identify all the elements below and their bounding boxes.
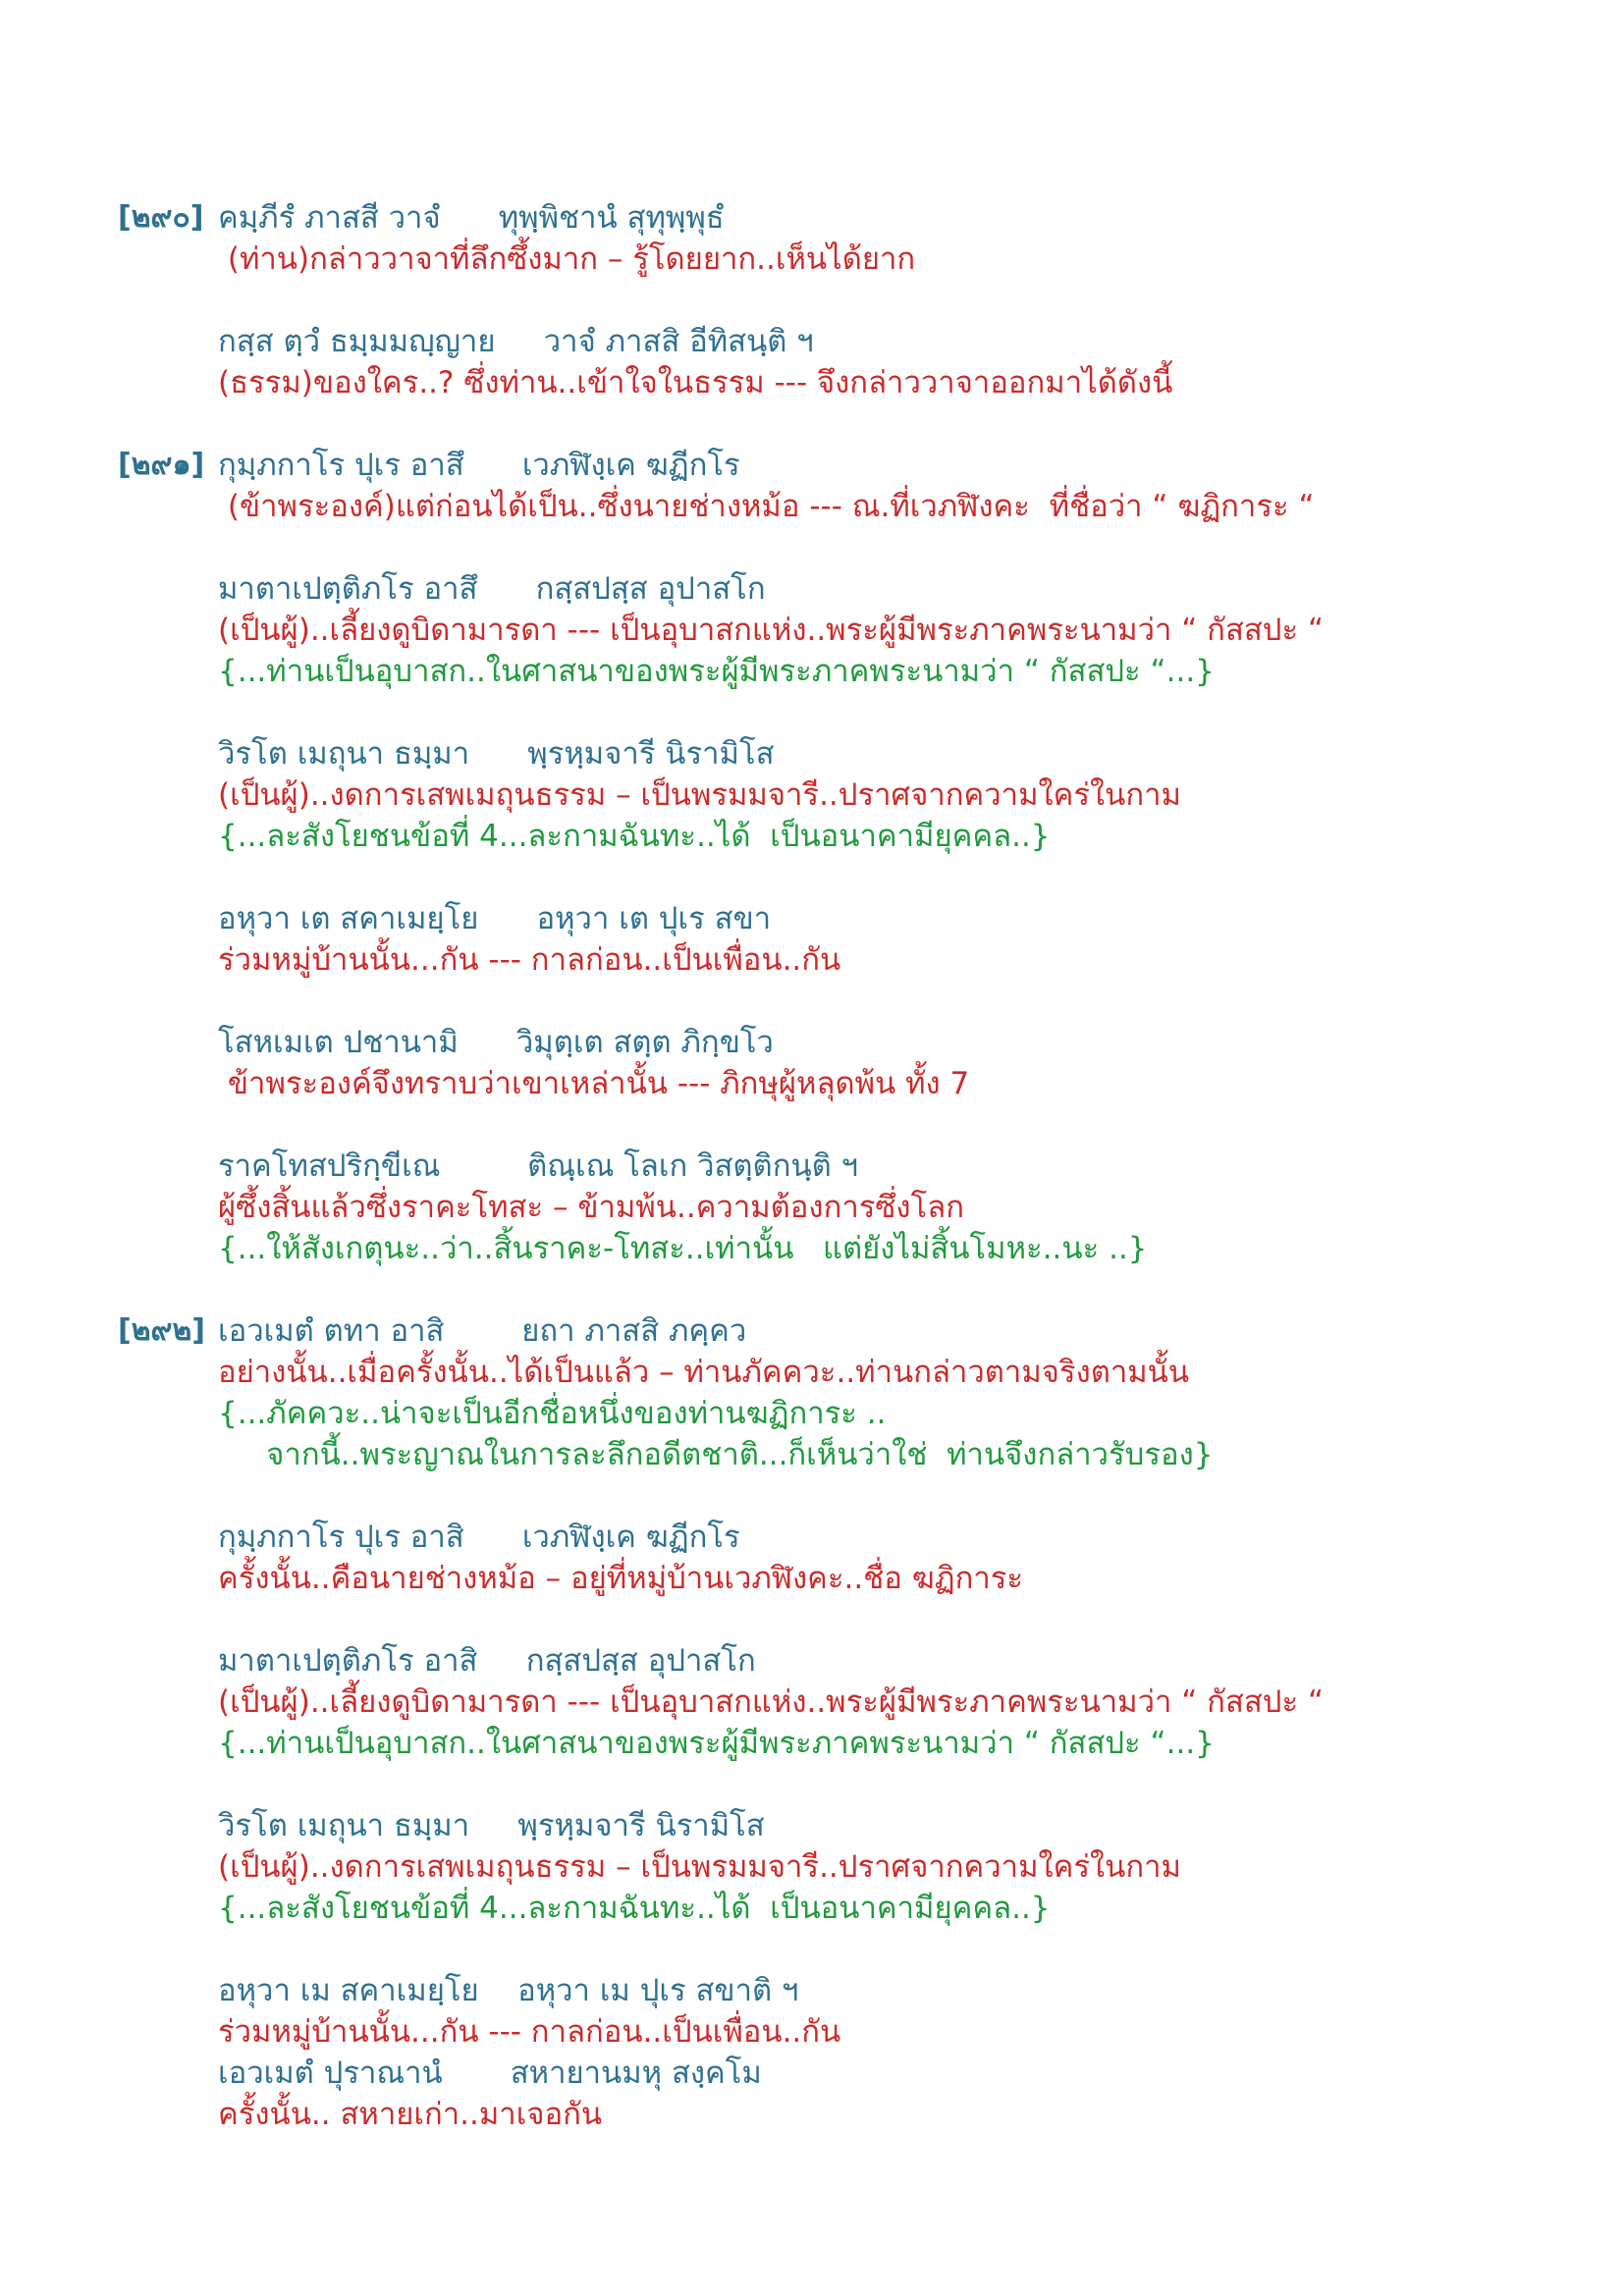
translation-line: (เป็นผู้)..งดการเสพเมถุนธรรม – เป็นพรมมจารี..ปราศจากความใคร่ในกาม	[218, 1849, 1181, 1885]
pali-line: คมฺภีรํ ภาสสี วาจํ ทุพฺพิชานํ สุทุพฺพุธํ	[218, 200, 725, 236]
pali-line: วิรโต เมถุนา ธมฺมา พฺรหฺมจารี นิรามิโส	[218, 1808, 765, 1843]
translation-line: ครั้งนั้น..คือนายช่างหม้อ – อยู่ที่หมู่บ้านเวภฬิงคะ..ชื่อ ฆฏิการะ	[218, 1561, 1024, 1596]
pali-line: กสฺส ตฺวํ ธมฺมมญฺญาย วาจํ ภาสสิ อีทิสนฺติ ฯ	[218, 324, 814, 359]
commentary-note: {...ละสังโยชนข้อที่ 4...ละกามฉันทะ..ได้ เป็นอนาคามียุคคล..}	[218, 819, 1051, 854]
pali-line: โสหเมเต ปชานามิ วิมุตฺเต สตฺต ภิกฺขโว	[218, 1025, 774, 1060]
translation-line: ร่วมหมู่บ้านนั้น...กัน --- กาลก่อน..เป็นเพื่อน..กัน	[218, 942, 841, 978]
translation-line: (เป็นผู้)..เลี้ยงดูบิดามารดา --- เป็นอุบาสกแห่ง..พระผู้มีพระภาคพระนามว่า “ กัสสปะ “	[218, 1684, 1325, 1720]
pali-line: เอวเมตํ ตทา อาสิ ยถา ภาสสิ ภคฺคว	[218, 1313, 747, 1349]
pali-line: กุมฺภกาโร ปุเร อาสึ เวภฬิงฺเค ฆฏีกโร	[218, 448, 740, 483]
verse-number: [๒๙๐]	[118, 200, 204, 235]
translation-line: ครั้งนั้น.. สหายเก่า..มาเจอกัน	[218, 2097, 603, 2132]
verse-number: [๒๙๒]	[118, 1313, 205, 1348]
commentary-note: {...ละสังโยชนข้อที่ 4...ละกามฉันทะ..ได้ เป็นอนาคามียุคคล..}	[218, 1891, 1051, 1926]
commentary-note: {...ท่านเป็นอุบาสก..ในศาสนาของพระผู้มีพระภาคพระนามว่า “ กัสสปะ “...}	[218, 654, 1215, 689]
translation-line: อย่างนั้น..เมื่อครั้งนั้น..ได้เป็นแล้ว – ท่านภัคควะ..ท่านกล่าวตามจริงตามนั้น	[218, 1355, 1190, 1390]
translation-line: (ธรรม)ของใคร..? ซึ่งท่าน..เข้าใจในธรรม --- จึงกล่าววาจาออกมาได้ดังนี้	[218, 365, 1173, 400]
translation-line: ผู้ซึ้งสิ้นแล้วซึ่งราคะโทสะ – ข้ามพ้น..ความต้องการซึ่งโลก	[218, 1190, 964, 1225]
commentary-note: {...ภัคควะ..น่าจะเป็นอีกชื่อหนึ่งของท่านฆฏิการะ ..	[218, 1396, 887, 1431]
pali-line: อหุวา เม สคาเมยฺโย อหุวา เม ปุเร สขาติ ฯ	[218, 1973, 799, 2008]
pali-line: มาตาเปตฺติภโร อาสึ กสฺสปสฺส อุปาสโก	[218, 571, 766, 607]
commentary-note: จากนี้..พระญาณในการละลึกอดีตชาติ...ก็เห็นว่าใช่ ท่านจึงกล่าวรับรอง}	[218, 1437, 1214, 1472]
translation-line: ข้าพระองค์จึงทราบว่าเขาเหล่านั้น --- ภิกษุผู้หลุดพ้น ทั้ง 7	[218, 1066, 970, 1101]
translation-line: (เป็นผู้)..งดการเสพเมถุนธรรม – เป็นพรมมจารี..ปราศจากความใคร่ในกาม	[218, 777, 1181, 813]
pali-line: เอวเมตํ ปุราณานํ สหายานมหุ สงฺคโม	[218, 2056, 762, 2091]
pali-line: วิรโต เมถุนา ธมฺมา พฺรหฺมจารี นิรามิโส	[218, 736, 775, 772]
translation-line: (ท่าน)กล่าววาจาที่ลึกซึ้งมาก – รู้โดยยาก..เห็นได้ยาก	[218, 241, 916, 277]
commentary-note: {...ท่านเป็นอุบาสก..ในศาสนาของพระผู้มีพระภาคพระนามว่า “ กัสสปะ “...}	[218, 1726, 1215, 1761]
commentary-note: {...ให้สังเกตุนะ..ว่า..สิ้นราคะ-โทสะ..เท่านั้น แต่ยังไม่สิ้นโมหะ..นะ ..}	[218, 1231, 1148, 1266]
pali-line: กุมฺภกาโร ปุเร อาสิ เวภฬิงฺเค ฆฏีกโร	[218, 1520, 740, 1555]
pali-line: มาตาเปตฺติภโร อาสิ กสฺสปสฺส อุปาสโก	[218, 1643, 756, 1679]
translation-line: (ข้าพระองค์)แต่ก่อนได้เป็น..ซึ่งนายช่างหม้อ --- ณ.ที่เวภฬิงคะ ที่ชื่อว่า “ ฆฏิการะ “	[218, 489, 1315, 524]
verse-number: [๒๙๑]	[118, 448, 205, 482]
pali-line: อหุวา เต สคาเมยฺโย อหุวา เต ปุเร สขา	[218, 901, 772, 936]
pali-line: ราคโทสปริกฺขีเณ ติณฺเณ โลเก วิสตฺติกนฺติ ฯ	[218, 1148, 859, 1184]
translation-line: (เป็นผู้)..เลี้ยงดูบิดามารดา --- เป็นอุบาสกแห่ง..พระผู้มีพระภาคพระนามว่า “ กัสสปะ “	[218, 613, 1325, 648]
translation-line: ร่วมหมู่บ้านนั้น...กัน --- กาลก่อน..เป็นเพื่อน..กัน	[218, 2014, 841, 2050]
